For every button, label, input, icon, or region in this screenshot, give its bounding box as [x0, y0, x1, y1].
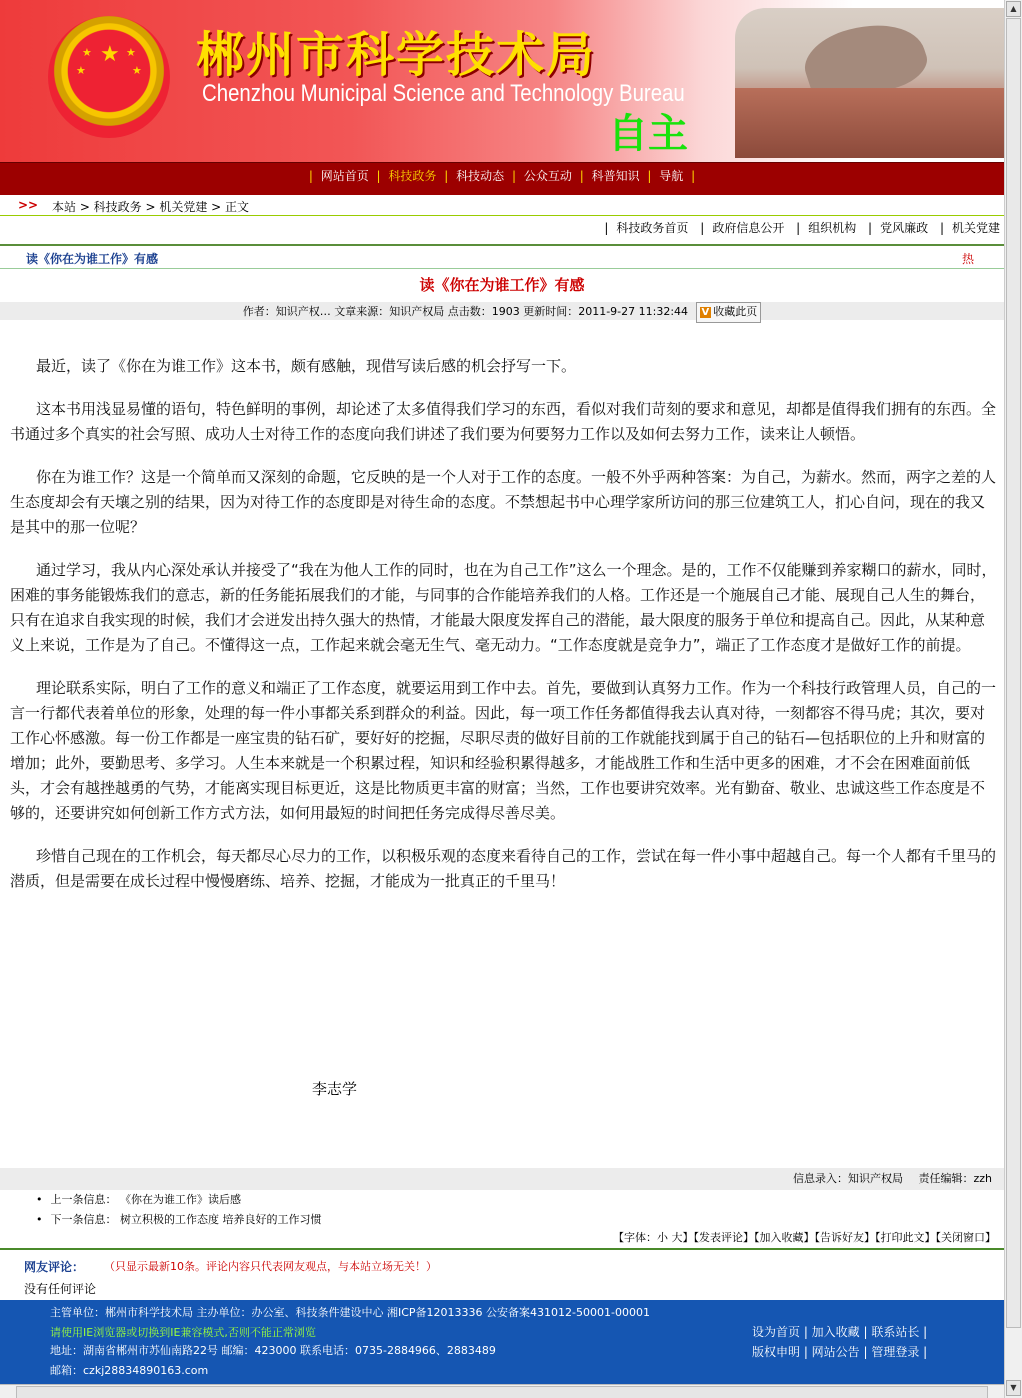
main-nav: | 网站首页 | 科技政务 | 科技动态 | 公众互动 | 科普知识 | 导航 | — [0, 162, 1004, 195]
nav-item-gov-affairs[interactable]: 科技政务 — [388, 169, 437, 183]
record-info — [0, 1168, 1004, 1190]
paragraph: 通过学习，我从内心深处承认并接受了“我在为他人工作的同时，也在为自己工作”这么一个理念。是的，工作不仅能赚到养家糊口的薪水，同时，困难的事务能锻炼我们的意志，新的任务能拓展我们的才能，与同事的合作能培养我们的人格。工作还是一个施展自己才能、展现自己人生的舞台，只有在追求自我实现的时候，我们才会迸发出持久强大的热情，才能最大限度发挥自己的潜能，最大限度的服务于单位和提高自己。因此，从某种意义上来说，工作是为了自己。不懂得这一点，工作起来就会毫无生气、毫无动力。“工作态度就是竞争力”，端正了工作态度才是做好工作的前提。 — [10, 561, 997, 654]
divider — [0, 268, 1004, 269]
statue-photo — [735, 8, 1004, 158]
scroll-down-icon[interactable]: ▼ — [1006, 1380, 1021, 1396]
scroll-up-icon[interactable]: ▲ — [1006, 1, 1021, 17]
footer-line: 主管单位：郴州市科学技术局 主办单位：办公室、科技条件建设中心 湘ICP备12013336 公安备案431012-50001-00001 — [50, 1306, 650, 1319]
article-tools[interactable]: 【字体：小 大】【发表评论】【加入收藏】【告诉好友】【打印此文】【关闭窗口】 — [613, 1231, 996, 1244]
article-meta — [0, 302, 1004, 320]
footer — [0, 1300, 1004, 1384]
nav-item-navigation[interactable]: 导航 — [659, 169, 684, 183]
national-emblem-icon: ★ ★ ★ ★ ★ — [48, 16, 170, 138]
editor: 责任编辑：zzh — [918, 1172, 992, 1185]
paragraph: 你在为谁工作？这是一个简单而又深刻的命题，它反映的是一个人对于工作的态度。一般不外乎两种答案：为自己，为薪水。然而，两字之差的人生态度却会有天壤之别的结果，因为对待工作的态度即是对待生命的态度。不禁想起书中心理学家所访问的那三位建筑工人，扪心自问，现在的我又是其中的那一位呢？ — [10, 468, 997, 536]
favorite-icon: V — [701, 307, 710, 318]
footer-links-row[interactable]: 版权申明 | 网站公告 | 管理登录 | — [752, 1345, 928, 1359]
slogan: 自主 — [608, 111, 688, 157]
breadcrumb-path[interactable]: 本站 > 科技政务 > 机关党建 > 正文 — [52, 200, 250, 214]
sub-nav: | 科技政务首页 | 政府信息公开 | 组织机构 | 党风廉政 | 机关党建 — [604, 221, 1000, 235]
footer-links-row[interactable]: 设为首页 | 加入收藏 | 联系站长 | — [752, 1325, 928, 1339]
bar-title: 读《你在为谁工作》有感 — [26, 252, 159, 266]
paragraph: 最近，读了《你在为谁工作》这本书，颇有感触，现借写读后感的机会抒写一下。 — [36, 357, 577, 375]
comments-section — [0, 1248, 1004, 1302]
prev-link[interactable]: • 上一条信息： 《你在为谁工作》读后感 — [36, 1190, 322, 1210]
subnav-party[interactable]: 机关党建 — [951, 221, 1000, 235]
double-chevron-icon: >> — [18, 198, 39, 212]
subnav-integrity[interactable]: 党风廉政 — [880, 221, 929, 235]
article-title-bar — [0, 244, 1004, 270]
vertical-scrollbar[interactable] — [1004, 0, 1022, 1398]
comments-empty: 没有任何评论 — [24, 1282, 97, 1296]
paragraph: 这本书用浅显易懂的语句，特色鲜明的事例，却论述了太多值得我们学习的东西，看似对我们苛刻的要求和意见，却都是值得我们拥有的东西。全书通过多个真实的社会写照、成功人士对待工作的态度向我们讲述了我们要为何要努力工作以及如何去努力工作，读来让人顿悟。 — [10, 400, 997, 443]
subnav-gov-home[interactable]: 科技政务首页 — [616, 221, 689, 235]
record-entry: 信息录入：知识产权局 — [792, 1172, 903, 1185]
paragraph: 珍惜自己现在的工作机会，每天都尽心尽力的工作，以积极乐观的态度来看待自己的工作，尝试在每一件小事中超越自己。每一个人都有千里马的潜质，但是需要在成长过程中慢慢磨练、培养、挖掘，才能成为一批真正的千里马！ — [10, 847, 997, 890]
article-title: 读《你在为谁工作》有感 — [419, 276, 585, 294]
favorite-button[interactable]: V 收藏此页 — [696, 302, 762, 323]
subnav-organization[interactable]: 组织机构 — [808, 221, 857, 235]
hot-label: 热 — [962, 252, 975, 266]
article-body — [10, 354, 998, 912]
footer-line: 地址：湖南省郴州市苏仙南路22号 邮编：423000 联系电话：0735-2884966、2883489 — [50, 1344, 496, 1357]
prev-next-links — [36, 1190, 322, 1230]
breadcrumb — [0, 195, 1004, 215]
nav-item-knowledge[interactable]: 科普知识 — [591, 169, 640, 183]
signature: 李志学 — [312, 1080, 358, 1098]
comments-note: （只显示最新10条。评论内容只代表网友观点，与本站立场无关！） — [104, 1260, 437, 1273]
site-title-en: Chenzhou Municipal Science and Technology Bureau — [202, 80, 685, 107]
site-title: 郴州市科学技术局 — [196, 27, 597, 83]
nav-item-interaction[interactable]: 公众互动 — [523, 169, 572, 183]
comments-label: 网友评论： — [24, 1260, 85, 1274]
subnav-info-open[interactable]: 政府信息公开 — [712, 221, 785, 235]
nav-item-home[interactable]: 网站首页 — [320, 169, 369, 183]
next-link[interactable]: • 下一条信息： 树立积极的工作态度 培养良好的工作习惯 — [36, 1210, 322, 1230]
footer-links — [752, 1322, 927, 1362]
nav-item-news[interactable]: 科技动态 — [456, 169, 505, 183]
footer-email: 邮箱：czkj28834890163.com — [50, 1364, 209, 1377]
paragraph: 理论联系实际，明白了工作的意义和端正了工作态度，就要运用到工作中去。首先，要做到认真努力工作。作为一个科技行政管理人员，自己的一言一行都代表着单位的形象，处理的每一件小事都关系到群众的利益。因此，每一项工作任务都值得我去认真对待，一刻都容不得马虎；其次，要对工作心怀感激。每一份工作都是一座宝贵的钻石矿，要好好的挖掘，尽职尽责的做好目前的工作就能找到属于自己的钻石—包括职位的上升和财富的增加；此外，要勤思考、多学习。人生本来就是一个积累过程，知识和经验积累得越多，才能战胜工作和生活中更多的困难，才不会在困难面前低头，才会有越挫越勇的气势，才能离实现目标更近，这是比物质更丰富的财富；当然，工作也要讲究效率。光有勤奋、敬业、忠诚这些工作态度是不够的，还要讲究如何创新工作方式方法，如何用最短的时间把任务完成得尽善尽美。 — [10, 679, 997, 822]
meta-text: 作者：知识产权… 文章来源：知识产权局 点击数：1903 更新时间：2011-9-27 11:32:44 — [242, 305, 689, 318]
horizontal-scrollbar[interactable] — [0, 1384, 1004, 1398]
divider — [0, 215, 1004, 216]
footer-browser-note: 请使用IE浏览器或切换到IE兼容模式,否则不能正常浏览 — [50, 1326, 316, 1339]
header-banner — [0, 0, 1004, 162]
